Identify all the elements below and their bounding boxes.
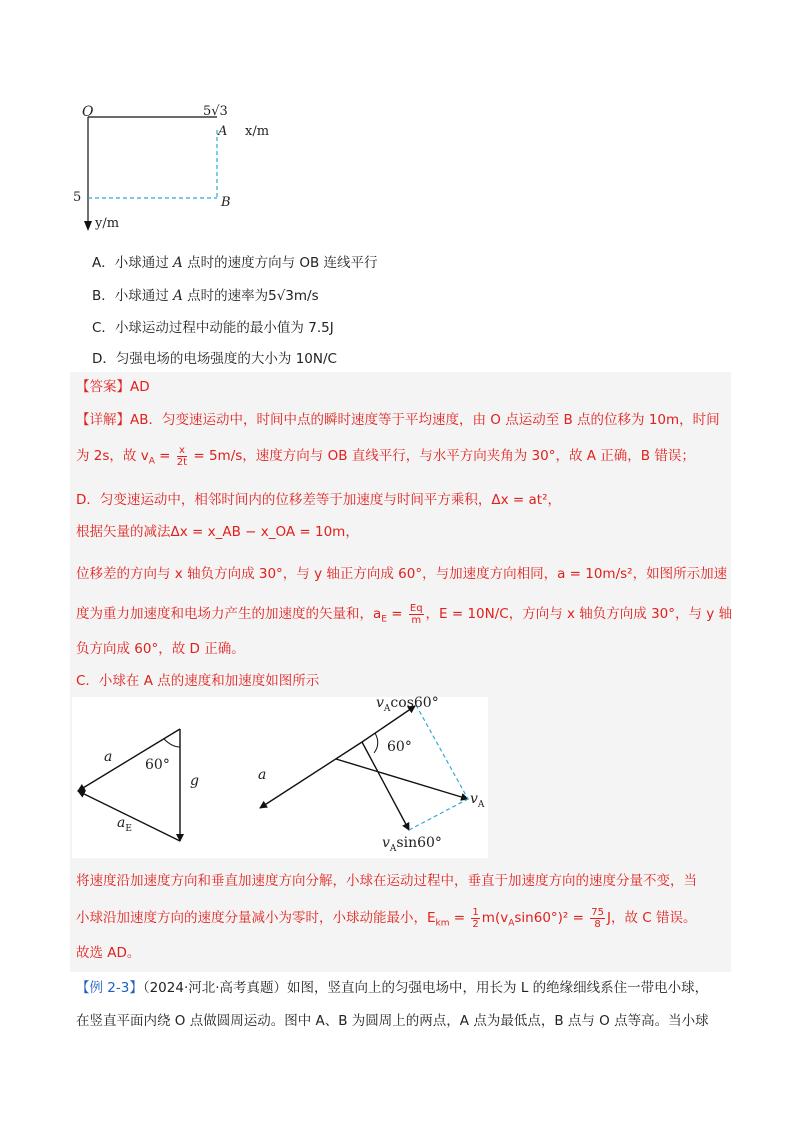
y-axis-label: y/m — [95, 216, 120, 231]
detail-line-7: 负方向成 60°，故 D 正确。 — [76, 641, 245, 657]
detail-sub: A — [508, 918, 515, 929]
detail-text: ，E = 10N/C，方向与 x 轴负方向成 30°，与 y 轴 — [425, 606, 733, 622]
detail-text: = — [449, 910, 470, 926]
detail-text: 为 2s，故 v — [76, 448, 149, 464]
detail-line-11: 故选 AD。 — [76, 945, 141, 961]
fraction-num: Eq — [409, 602, 423, 614]
fraction-den: 8 — [594, 918, 601, 930]
origin-label: O — [82, 104, 94, 120]
example-tag: 【例 2-3】 — [76, 980, 143, 996]
detail-line-4: 根据矢量的减法Δx = x_AB − x_OA = 10m， — [76, 524, 359, 540]
option-text: 点时的速率为5√3m/s — [182, 288, 319, 304]
fraction-den: 2t — [176, 456, 188, 468]
vector-figures — [72, 697, 488, 858]
detail-text: J，故 C 错误。 — [606, 910, 697, 926]
point-b-label: B — [221, 195, 231, 210]
fraction — [177, 445, 187, 468]
detail-line-10 — [76, 901, 696, 941]
detail-line-2 — [76, 439, 695, 479]
right-angle-label: 60° — [387, 739, 412, 755]
option-text: 点时的速度方向与 OB 连线平行 — [182, 255, 378, 271]
option-letter: D． — [92, 351, 116, 367]
detail-text: = — [154, 448, 175, 464]
label-post: sin60° — [396, 835, 442, 851]
option-text: 小球运动过程中动能的最小值为 7.5J — [114, 320, 334, 336]
answer-line — [76, 370, 150, 404]
label-sub: A — [389, 843, 397, 854]
option-text: 小球通过 — [114, 255, 174, 271]
example-text: （2024·河北·高考真题）如图，竖直向上的匀强电场中，用长为 L 的绝缘细线系住一带电小球， — [142, 980, 709, 996]
left-g-label: g — [190, 773, 199, 789]
detail-sub: E — [381, 614, 387, 625]
detail-text: = — [386, 606, 407, 622]
detail-text: = 5m/s，速度方向与 OB 直线平行，与水平方向夹角为 30°，故 A 正确，B 错误； — [189, 448, 695, 464]
vector-va — [336, 759, 468, 799]
right-top-label — [376, 695, 439, 714]
label-main: v — [376, 695, 384, 711]
angle-arc-right — [374, 733, 378, 753]
x-axis-label: x/m — [245, 124, 270, 139]
answer-label: 【答案】 — [76, 379, 130, 395]
option-c — [92, 316, 334, 336]
label-sub: A — [383, 703, 391, 714]
y-value-label: 5 — [73, 190, 82, 205]
point-a-label: A — [218, 124, 228, 139]
left-angle-label: 60° — [145, 757, 170, 773]
fraction — [590, 907, 605, 930]
left-a-label: a — [104, 749, 113, 765]
option-d — [92, 347, 337, 367]
detail-label: 【详解】 — [76, 412, 130, 428]
vector-a-right — [260, 742, 362, 808]
label-post: cos60° — [390, 695, 439, 711]
angle-arc-left — [164, 739, 180, 747]
label-main: v — [470, 791, 478, 807]
label-main: v — [382, 835, 390, 851]
right-va-label — [470, 791, 484, 810]
option-a — [92, 251, 378, 271]
fraction-num: 1 — [472, 906, 479, 918]
option-letter: A． — [92, 255, 115, 271]
option-text: 匀强电场的电场强度的大小为 10N/C — [115, 351, 337, 367]
detail-line-6 — [76, 597, 732, 637]
detail-line-1 — [76, 403, 720, 437]
example-line-2: 在竖直平面内绕 O 点做圆周运动。图中 A、B 为圆周上的两点，A 点为最低点，B 点与 O 点等高。当小球 — [76, 1013, 709, 1029]
detail-line-8: C．小球在 A 点的速度和加速度如图所示 — [76, 673, 320, 689]
detail-sub: km — [435, 918, 450, 929]
vector-diagram — [72, 697, 488, 858]
option-letter: B． — [92, 288, 115, 304]
detail-text: 小球沿加速度方向的速度分量减小为零时，小球动能最小，E — [76, 910, 436, 926]
x-value-label: 5√3 — [203, 104, 228, 119]
answer-value: AD — [130, 379, 150, 395]
detail-line-9: 将速度沿加速度方向和垂直加速度方向分解，小球在运动过程中，垂直于加速度方向的速度分量不变，当 — [76, 873, 697, 889]
coordinate-axes-diagram — [70, 100, 300, 235]
label-sub: E — [125, 823, 132, 834]
dashed-line-sin — [409, 799, 468, 830]
left-ae-label — [117, 815, 132, 834]
option-text: 小球通过 — [114, 288, 174, 304]
detail-sub: A — [148, 456, 155, 467]
fraction-den: m — [411, 614, 422, 626]
detail-line-3: D．匀变速运动中，相邻时间内的位移差等于加速度与时间平方乘积，Δx = at²， — [76, 492, 561, 508]
option-var: A — [173, 288, 183, 304]
right-a-label: a — [258, 767, 267, 783]
fraction-den: 2 — [472, 918, 479, 930]
vector-va-sin — [362, 742, 409, 830]
fraction-num: x — [177, 445, 187, 457]
fraction — [471, 907, 479, 930]
label-sub: A — [477, 799, 485, 810]
example-line-1 — [76, 976, 708, 996]
detail-text: AB．匀变速运动中，时间中点的瞬时速度等于平均速度，由 O 点运动至 B 点的位移为 10m，时间 — [130, 412, 720, 428]
y-axis-arrow — [84, 221, 92, 231]
detail-text: 度为重力加速度和电场力产生的加速度的矢量和，a — [76, 606, 382, 622]
detail-text: m(v — [481, 910, 509, 926]
detail-line-5: 位移差的方向与 x 轴负方向成 30°，与 y 轴正方向成 60°，与加速度方向相同，a = 10m/s²，如图所示加速 — [76, 566, 728, 582]
detail-text: sin60°)² = — [514, 910, 589, 926]
option-var: A — [173, 255, 183, 271]
fraction — [409, 603, 424, 626]
label-main: a — [117, 815, 126, 831]
option-letter: C． — [92, 320, 115, 336]
fraction-num: 75 — [591, 906, 604, 918]
right-bottom-label — [382, 835, 442, 854]
option-b — [92, 284, 319, 304]
